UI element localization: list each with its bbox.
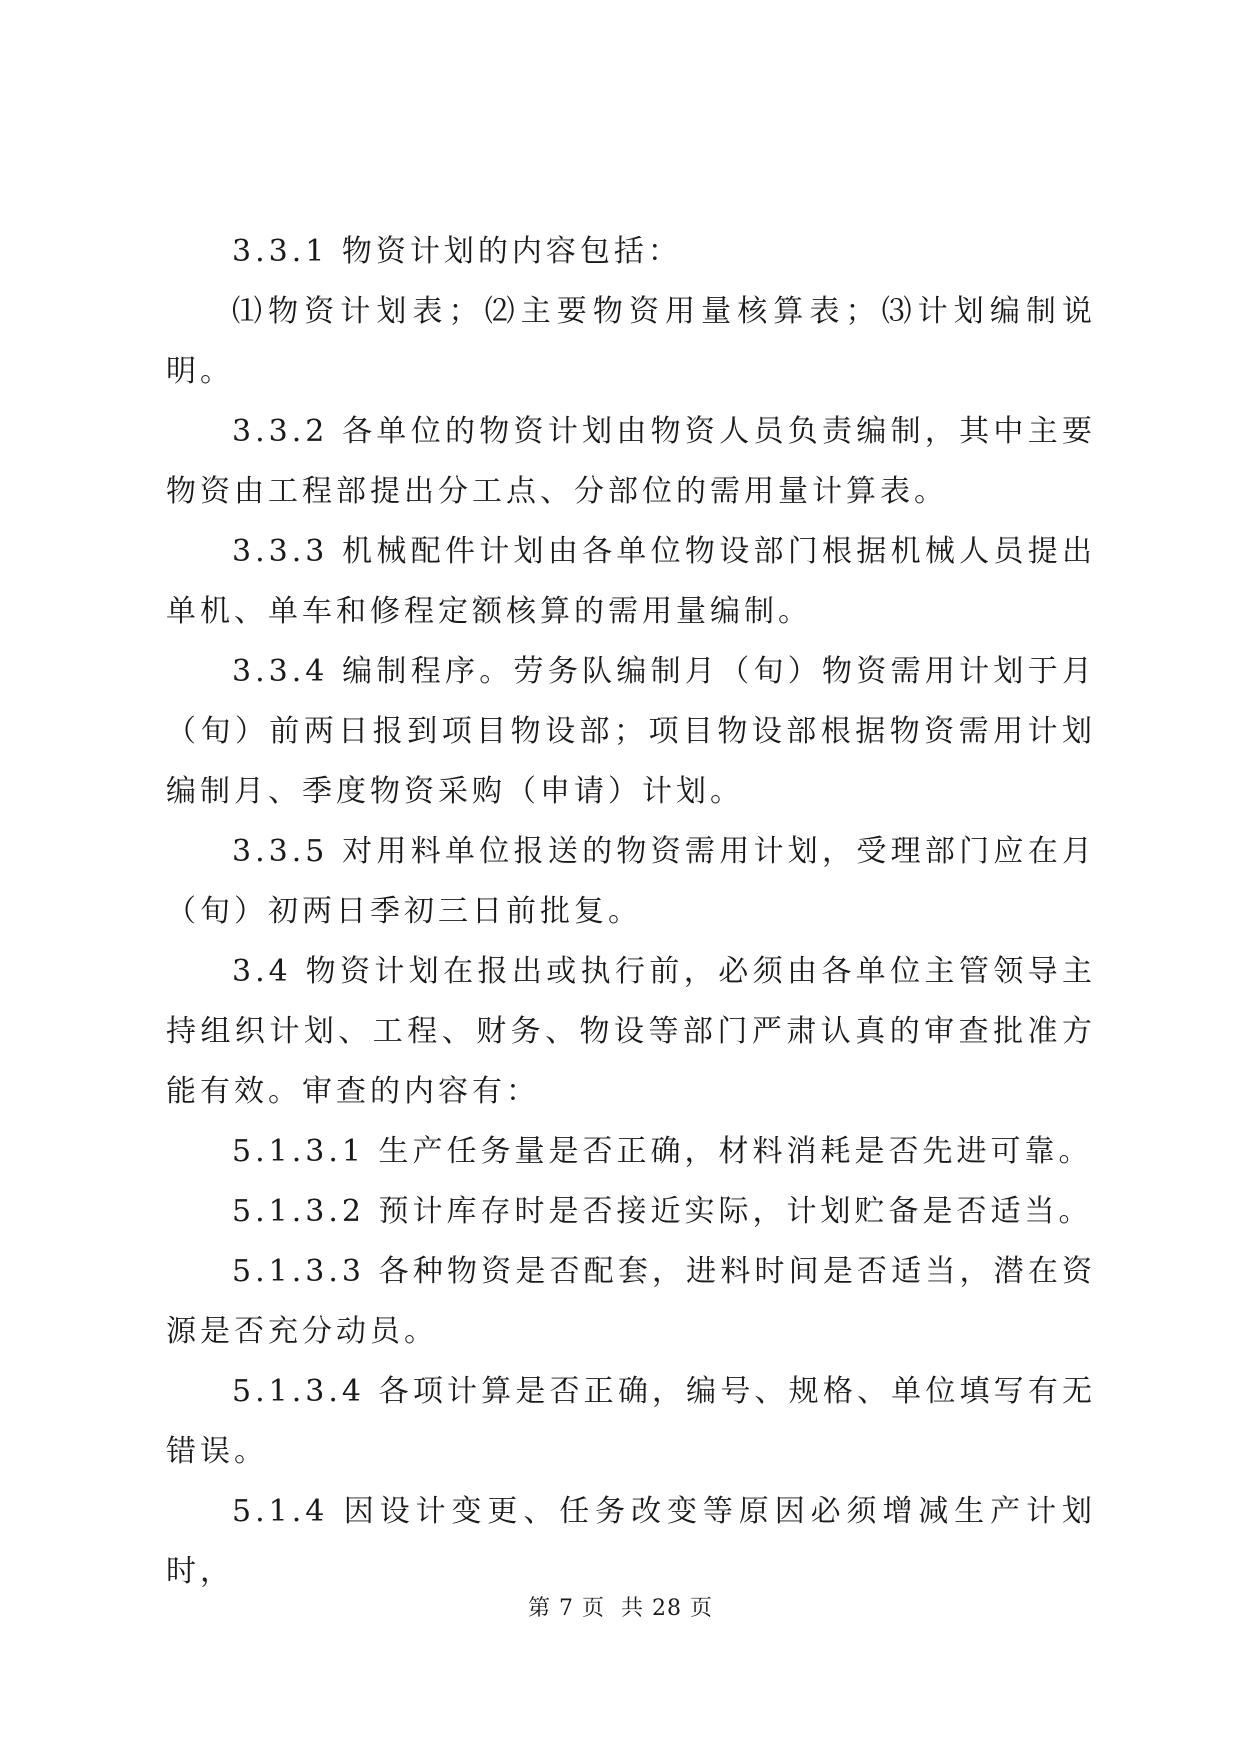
paragraph-3-3-3: 3.3.3 机械配件计划由各单位物设部门根据机械人员提出单机、单车和修程定额核算的需用量编制。 — [166, 534, 1096, 629]
paragraph-5-1-4: 5.1.4 因设计变更、任务改变等原因必须增减生产计划时， — [166, 1494, 1096, 1589]
paragraph-3-4: 3.4 物资计划在报出或执行前，必须由各单位主管领导主持组织计划、工程、财务、物设等部门严肃认真的审查批准方能有效。审查的内容有： — [166, 954, 1096, 1109]
paragraph-5-1-3-3: 5.1.3.3 各种物资是否配套，进料时间是否适当，潜在资源是否充分动员。 — [166, 1254, 1096, 1349]
page-footer — [0, 1594, 1241, 1624]
paragraph-3-3-2: 3.3.2 各单位的物资计划由物资人员负责编制，其中主要物资由工程部提出分工点、分部位的需用量计算表。 — [166, 414, 1096, 509]
paragraph-5-1-3-4: 5.1.3.4 各项计算是否正确，编号、规格、单位填写有无错误。 — [166, 1374, 1096, 1469]
paragraph-3-3-5: 3.3.5 对用料单位报送的物资需用计划，受理部门应在月（旬）初两日季初三日前批复。 — [166, 834, 1096, 929]
paragraph-5-1-3-2: 5.1.3.2 预计库存时是否接近实际，计划贮备是否适当。 — [232, 1194, 1093, 1229]
page-number: 第 7 页 共 28 页 — [528, 1596, 713, 1621]
paragraph-3-3-4: 3.3.4 编制程序。劳务队编制月（旬）物资需用计划于月（旬）前两日报到项目物设部；项目物设部根据物资需用计划编制月、季度物资采购（申请）计划。 — [166, 654, 1096, 809]
paragraph-5-1-3-1: 5.1.3.1 生产任务量是否正确，材料消耗是否先进可靠。 — [232, 1134, 1093, 1169]
paragraph-3-3-1: 3.3.1 物资计划的内容包括： — [232, 234, 682, 269]
paragraph-plan-items: ⑴物资计划表；⑵主要物资用量核算表；⑶计划编制说明。 — [166, 294, 1096, 389]
document-body — [166, 222, 1096, 1602]
